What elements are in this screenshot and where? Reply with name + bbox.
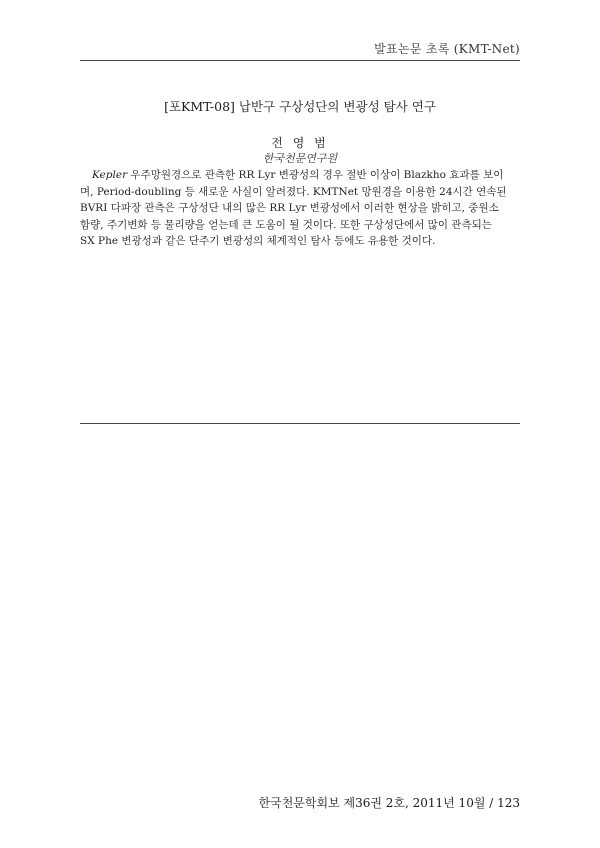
running-head: 발표논문 초록 (KMT-Net) xyxy=(374,42,520,56)
header-rule xyxy=(80,60,520,61)
abstract-end-rule xyxy=(80,423,520,424)
abstract-text: 우주망원경으로 관측한 RR Lyr 변광성의 경우 절반 이상이 Blazkho 효과를 보이 xyxy=(127,169,504,181)
abstract-line: BVRI 다파장 관측은 구상성단 내의 많은 RR Lyr 변광성에서 이러한 현상을 밝히고, 중원소 xyxy=(80,202,499,214)
abstract-line: 며, Period-doubling 등 새로운 사실이 알려졌다. KMTNet 망원경을 이용한 24시간 연속된 xyxy=(80,185,507,198)
author-affiliation: 한국천문연구원 xyxy=(262,152,338,165)
paper-title: [포KMT-08] 납반구 구상성단의 변광성 탐사 연구 xyxy=(164,99,436,114)
abstract-line: SX Phe 변광성과 같은 단주기 변광성의 체계적인 탐사 등에도 유용한 것이다. xyxy=(80,235,436,247)
abstract-line: 함량, 주기변화 등 물리량을 얻는데 큰 도움이 될 것이다. 또한 구상성단에서 많이 관측되는 xyxy=(80,218,492,231)
abstract-emphasis: Kepler xyxy=(92,169,128,181)
page-footer: 한국천문학회보 제36권 2호, 2011년 10월 / 123 xyxy=(258,796,520,810)
author-name: 전 영 범 xyxy=(271,136,329,150)
abstract-body xyxy=(80,167,522,250)
abstract-line xyxy=(80,167,522,184)
